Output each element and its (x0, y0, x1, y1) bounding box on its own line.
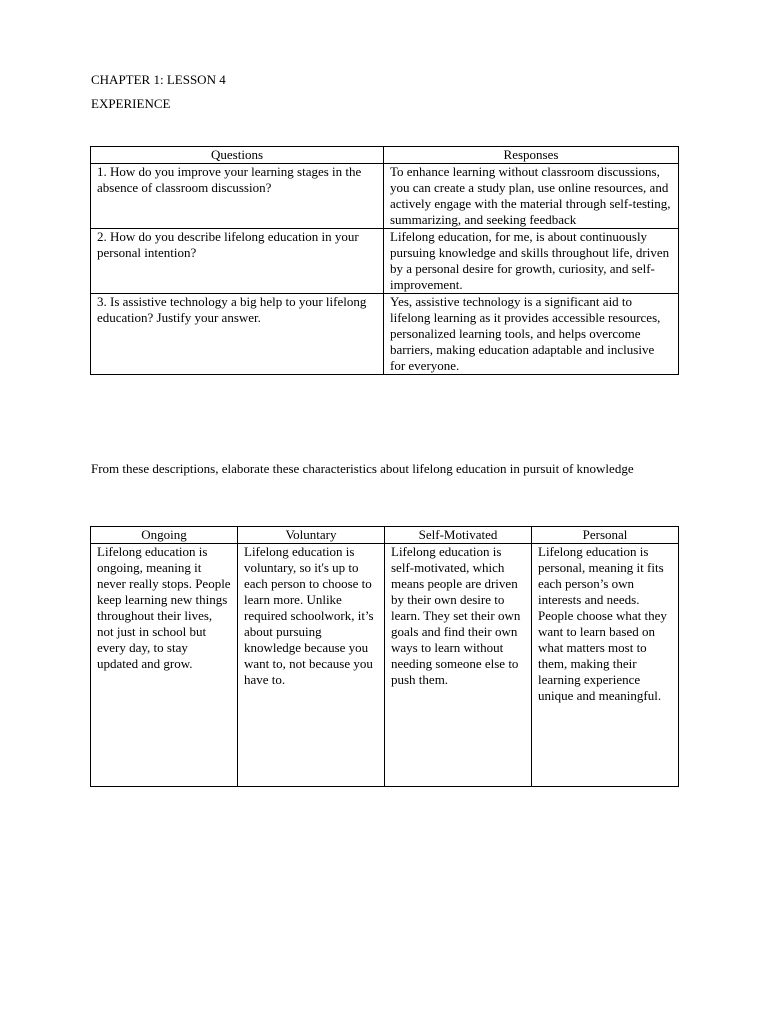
responses-header: Responses (384, 147, 679, 164)
response-cell: Yes, assistive technology is a significant aid to lifelong learning as it provides accessible resources, personalized learning tools, and helps overcome barriers, making education adaptable and inclusive for everyone. (384, 294, 679, 375)
table-header-row (91, 147, 679, 164)
ongoing-header: Ongoing (91, 527, 238, 544)
ongoing-cell: Lifelong education is ongoing, meaning it never really stops. People keep learning new things throughout their lives, not just in school but every day, to stay updated and grow. (91, 544, 238, 787)
questions-responses-table (90, 146, 679, 375)
self-motivated-header: Self-Motivated (385, 527, 532, 544)
section-title: EXPERIENCE (91, 96, 171, 111)
table-row (91, 294, 679, 375)
characteristics-table (90, 526, 679, 787)
questions-header: Questions (91, 147, 384, 164)
personal-header: Personal (532, 527, 679, 544)
voluntary-cell: Lifelong education is voluntary, so it's up to each person to choose to learn more. Unlike required schoolwork, it’s about pursuing knowledge because you want to, not because you have to. (238, 544, 385, 787)
table-row (91, 229, 679, 294)
instruction-paragraph: From these descriptions, elaborate these characteristics about lifelong education in pursuit of knowledge (91, 461, 634, 476)
chapter-title: CHAPTER 1: LESSON 4 (91, 72, 226, 87)
personal-cell: Lifelong education is personal, meaning it fits each person’s own interests and needs. People choose what they want to learn based on what matters most to them, making their learning experience unique and meaningful. (532, 544, 679, 787)
question-cell: 2. How do you describe lifelong education in your personal intention? (91, 229, 384, 294)
table-row (91, 544, 679, 787)
self-motivated-cell: Lifelong education is self-motivated, which means people are driven by their own desire to learn. They set their own goals and find their own ways to learn without needing someone else to push them. (385, 544, 532, 787)
question-cell: 3. Is assistive technology a big help to your lifelong education? Justify your answer. (91, 294, 384, 375)
question-cell: 1. How do you improve your learning stages in the absence of classroom discussion? (91, 164, 384, 229)
response-cell: Lifelong education, for me, is about continuously pursuing knowledge and skills throughout life, driven by a personal desire for growth, curiosity, and self-improvement. (384, 229, 679, 294)
table-row (91, 164, 679, 229)
table-header-row (91, 527, 679, 544)
response-cell: To enhance learning without classroom discussions, you can create a study plan, use online resources, and actively engage with the material through self-testing, summarizing, and seeking feedback (384, 164, 679, 229)
voluntary-header: Voluntary (238, 527, 385, 544)
